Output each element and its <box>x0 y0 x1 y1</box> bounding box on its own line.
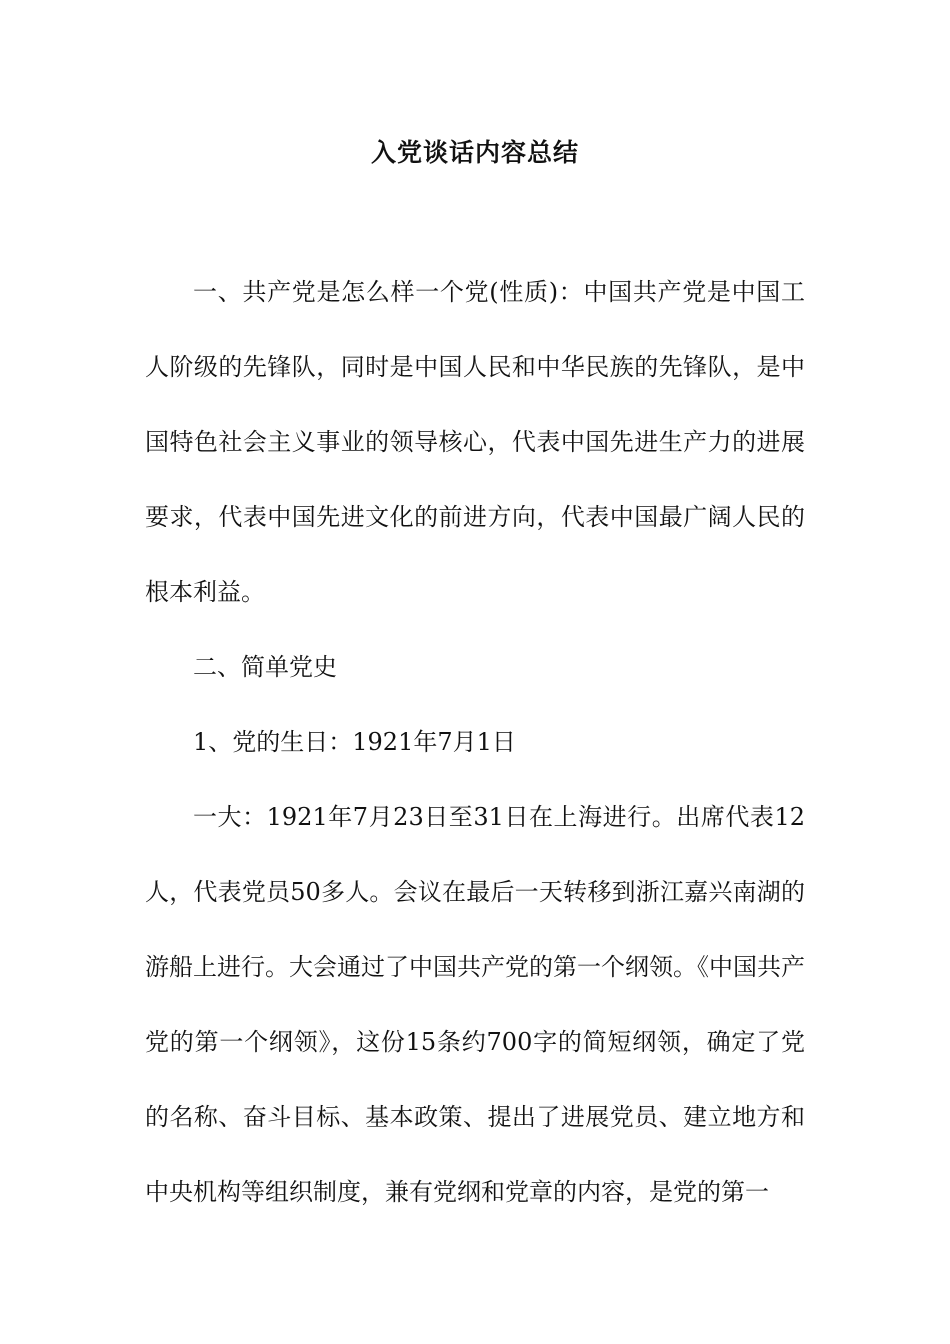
paragraph-party-nature: 一、共产党是怎么样一个党(性质)：中国共产党是中国工人阶级的先锋队，同时是中国人民和中华民族的先锋队，是中国特色社会主义事业的领导核心，代表中国先进生产力的进展要求，代表中国先进文化的前进方向，代表中国最广阔人民的根本利益。 <box>145 278 805 606</box>
paragraph-first-congress: 一大：1921年7月23日至31日在上海进行。出席代表12人，代表党员50多人。会议在最后一天转移到浙江嘉兴南湖的游船上进行。大会通过了中国共产党的第一个纲领。《中国共产党的第一个纲领》，这份15条约700字的简短纲领，确定了党的名称、奋斗目标、基本政策、提出了进展党员、建立地方和中央机构等组织制度，兼有党纲和党章的内容，是党的第一 <box>145 803 805 1206</box>
paragraph-party-birthday: 1、党的生日：1921年7月1日 <box>193 728 516 756</box>
document-title: 入党谈话内容总结 <box>370 138 579 167</box>
paragraph-brief-history-heading: 二、简单党史 <box>193 653 337 681</box>
document-body <box>145 255 805 1230</box>
